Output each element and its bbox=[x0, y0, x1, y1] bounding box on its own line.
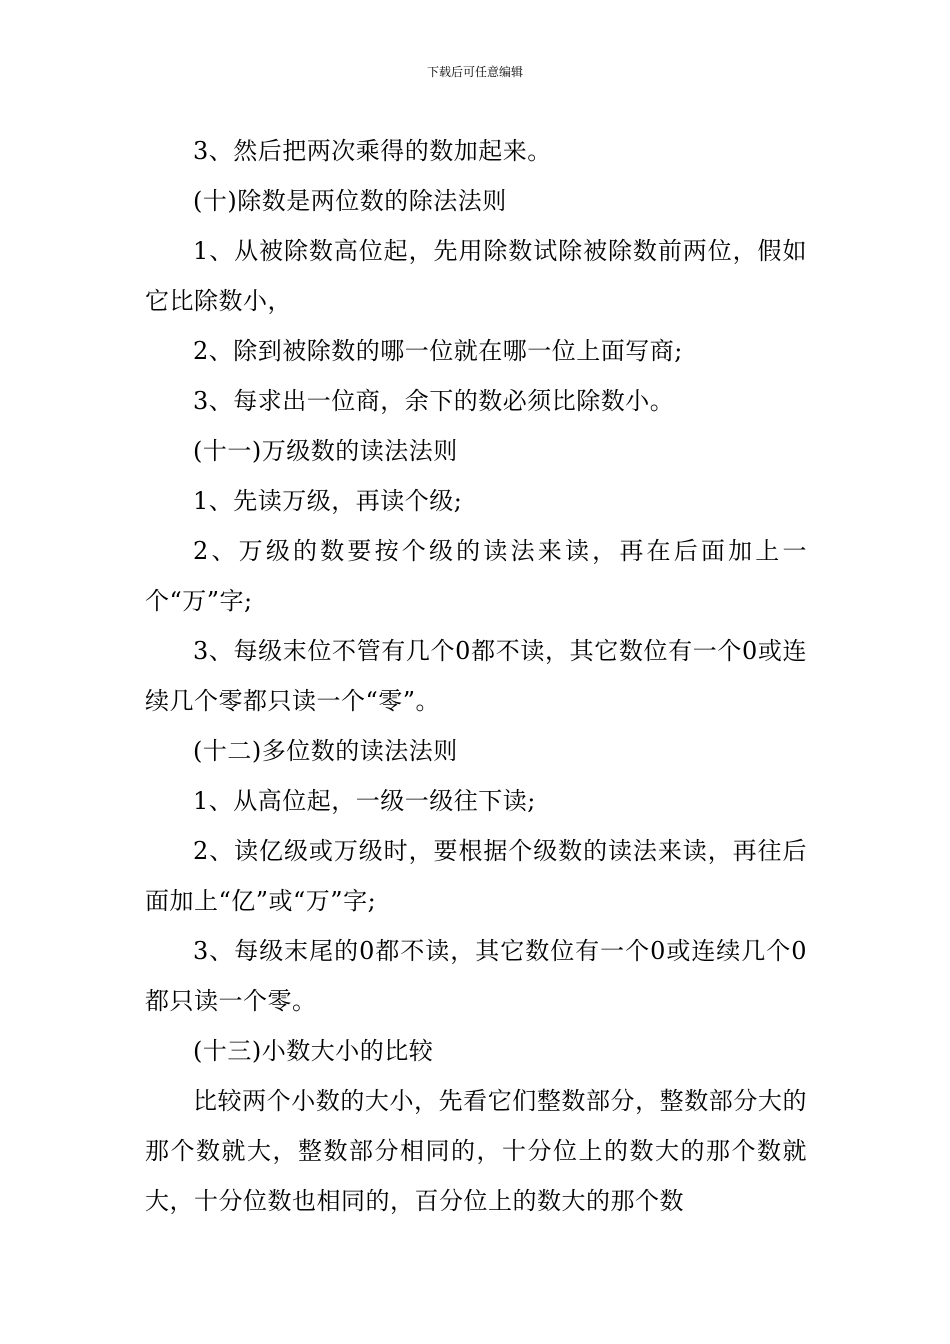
paragraph: 2、读亿级或万级时，要根据个级数的读法来读，再往后面加上“亿”或“万”字; bbox=[145, 837, 807, 915]
paragraph: 3、然后把两次乘得的数加起来。 bbox=[193, 137, 552, 165]
section-heading: (十一)万级数的读法法则 bbox=[193, 437, 458, 465]
paragraph: 3、每求出一位商，余下的数必须比除数小。 bbox=[193, 387, 675, 415]
paragraph: 3、每级末位不管有几个0都不读，其它数位有一个0或连续几个零都只读一个“零”。 bbox=[145, 637, 807, 715]
section-heading: (十三)小数大小的比较 bbox=[193, 1037, 434, 1065]
paragraph: 2、除到被除数的哪一位就在哪一位上面写商; bbox=[193, 337, 683, 365]
paragraph: 3、每级末尾的0都不读，其它数位有一个0或连续几个0都只读一个零。 bbox=[145, 937, 807, 1015]
page-header-note: 下载后可任意编辑 bbox=[426, 65, 523, 79]
document-body bbox=[145, 126, 807, 1226]
section-heading: (十)除数是两位数的除法法则 bbox=[193, 187, 507, 215]
paragraph: 1、先读万级，再读个级; bbox=[193, 487, 463, 515]
paragraph: 1、从高位起，一级一级往下读; bbox=[193, 787, 536, 815]
section-heading: (十二)多位数的读法法则 bbox=[193, 737, 458, 765]
paragraph: 比较两个小数的大小，先看它们整数部分，整数部分大的那个数就大，整数部分相同的，十分位上的数大的那个数就大，十分位数也相同的，百分位上的数大的那个数 bbox=[145, 1087, 807, 1215]
paragraph: 2、万级的数要按个级的读法来读，再在后面加上一个“万”字; bbox=[145, 537, 807, 615]
paragraph: 1、从被除数高位起，先用除数试除被除数前两位，假如它比除数小， bbox=[145, 237, 807, 315]
